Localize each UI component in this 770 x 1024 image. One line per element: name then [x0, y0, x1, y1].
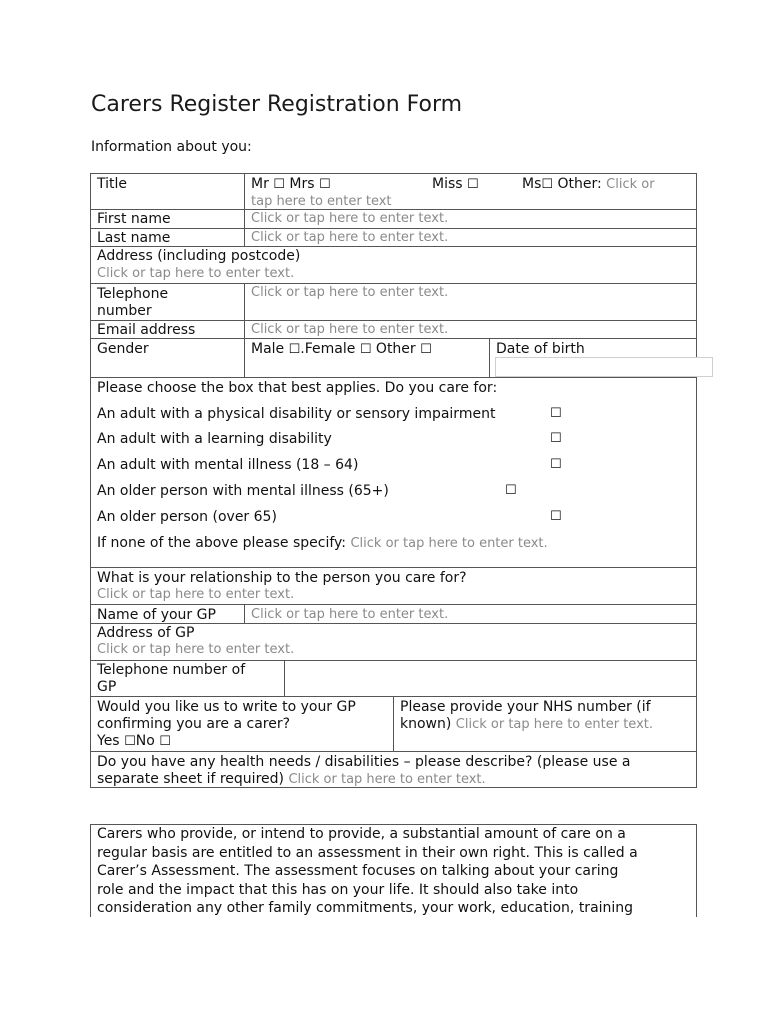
care-option-label: An adult with a learning disability — [97, 431, 332, 447]
gender-male-label: Male — [251, 341, 285, 357]
write-gp-line2: confirming you are a carer? — [97, 716, 291, 732]
info-line: role and the impact that this has on your life. It should also take into — [97, 881, 579, 898]
title-miss-checkbox[interactable]: ☐ — [467, 177, 479, 192]
section-heading: Information about you: — [91, 139, 252, 155]
gender-label: Gender — [97, 341, 149, 357]
gender-female-checkbox[interactable]: ☐ — [359, 342, 372, 357]
last-name-input[interactable]: Click or tap here to enter text. — [251, 230, 449, 245]
title-mr-checkbox[interactable]: ☐ — [273, 177, 285, 192]
title-options — [251, 176, 331, 193]
relationship-question: What is your relationship to the person you care for? — [97, 570, 467, 586]
last-name-label: Last name — [97, 230, 171, 246]
form-title: Carers Register Registration Form — [91, 92, 463, 117]
relationship-input[interactable]: Click or tap here to enter text. — [97, 587, 295, 602]
info-line: Carer’s Assessment. The assessment focuses on talking about your caring — [97, 863, 619, 879]
write-gp-answer — [97, 733, 356, 750]
first-name-label: First name — [97, 211, 171, 227]
nhs-block — [400, 699, 653, 733]
health-block — [97, 754, 630, 788]
write-gp-yes-label: Yes — [97, 733, 120, 749]
care-specify-row — [97, 535, 548, 552]
gender-female-label: .Female — [300, 341, 356, 357]
gp-phone-input[interactable] — [286, 662, 691, 694]
care-specify-input[interactable]: Click or tap here to enter text. — [350, 536, 548, 551]
care-option-label: An older person (over 65) — [97, 509, 277, 525]
address-input[interactable]: Click or tap here to enter text. — [97, 266, 295, 281]
telephone-label — [97, 286, 168, 320]
dob-label: Date of birth — [496, 341, 585, 357]
gp-address-label: Address of GP — [97, 625, 195, 641]
telephone-label-line1: Telephone — [97, 286, 169, 302]
title-mr-label: Mr — [251, 176, 269, 192]
nhs-line1: Please provide your NHS number (if — [400, 699, 651, 715]
write-gp-block — [97, 699, 356, 750]
write-gp-no-label: No — [135, 733, 155, 749]
care-option-checkbox[interactable]: ☐ — [550, 457, 562, 472]
care-option-label: An adult with mental illness (18 – 64) — [97, 457, 359, 473]
gp-name-input[interactable]: Click or tap here to enter text. — [251, 607, 449, 622]
care-option-checkbox[interactable]: ☐ — [550, 406, 562, 421]
telephone-input[interactable]: Click or tap here to enter text. — [251, 285, 449, 300]
care-option-checkbox[interactable]: ☐ — [550, 431, 562, 446]
health-line2-label: separate sheet if required) — [97, 771, 284, 787]
title-ms-label: Ms — [522, 176, 542, 192]
gender-other-checkbox[interactable]: ☐ — [420, 342, 432, 357]
gender-other-label: Other — [375, 341, 416, 357]
gp-name-label: Name of your GP — [97, 607, 216, 623]
care-question: Please choose the box that best applies. Do you care for: — [97, 380, 498, 396]
info-line: Carers who provide, or intend to provide, a substantial amount of care on a — [97, 826, 626, 842]
telephone-label-line2: number — [97, 303, 152, 319]
nhs-line2-label: known) — [400, 716, 452, 732]
title-other-input[interactable]: Click or — [606, 177, 655, 192]
care-option-label: An older person with mental illness (65+) — [97, 483, 389, 499]
nhs-line2 — [400, 716, 653, 733]
gender-male-checkbox[interactable]: ☐ — [288, 342, 301, 357]
gp-address-input[interactable]: Click or tap here to enter text. — [97, 642, 295, 657]
dob-input[interactable] — [495, 357, 713, 377]
health-line2 — [97, 771, 630, 788]
gp-phone-label-line1: Telephone number of — [97, 662, 246, 678]
care-option-label: An adult with a physical disability or sensory impairment — [97, 406, 496, 422]
health-input[interactable]: Click or tap here to enter text. — [288, 772, 486, 787]
info-line: regular basis are entitled to an assessment in their own right. This is called a — [97, 844, 638, 861]
nhs-input[interactable]: Click or tap here to enter text. — [455, 717, 653, 732]
title-miss-label: Miss — [432, 176, 463, 192]
title-miss-option — [432, 176, 479, 193]
care-option-checkbox[interactable]: ☐ — [505, 483, 517, 498]
title-other-label: Other: — [557, 176, 602, 192]
gp-phone-label — [97, 662, 245, 696]
title-mrs-label: Mrs — [289, 176, 315, 192]
title-ms-other-option — [522, 176, 655, 193]
care-specify-label: If none of the above please specify: — [97, 535, 347, 551]
title-other-input-cont[interactable]: tap here to enter text — [251, 194, 392, 209]
info-text — [97, 825, 692, 918]
gender-options — [251, 341, 432, 358]
care-option-checkbox[interactable]: ☐ — [550, 509, 562, 524]
title-label: Title — [97, 176, 128, 192]
write-gp-line1: Would you like us to write to your GP — [97, 699, 356, 715]
email-label: Email address — [97, 322, 196, 338]
info-line: consideration any other family commitments, your work, education, training — [97, 900, 634, 916]
email-input[interactable]: Click or tap here to enter text. — [251, 322, 449, 337]
first-name-input[interactable]: Click or tap here to enter text. — [251, 211, 449, 226]
gp-phone-label-line2: GP — [97, 679, 117, 695]
write-gp-yes-checkbox[interactable]: ☐ — [124, 734, 136, 749]
title-ms-checkbox[interactable]: ☐ — [541, 177, 554, 192]
write-gp-no-checkbox[interactable]: ☐ — [159, 734, 171, 749]
title-mrs-checkbox[interactable]: ☐ — [319, 177, 331, 192]
health-line1: Do you have any health needs / disabilities – please describe? (please use a — [97, 754, 631, 770]
address-label: Address (including postcode) — [97, 248, 301, 264]
